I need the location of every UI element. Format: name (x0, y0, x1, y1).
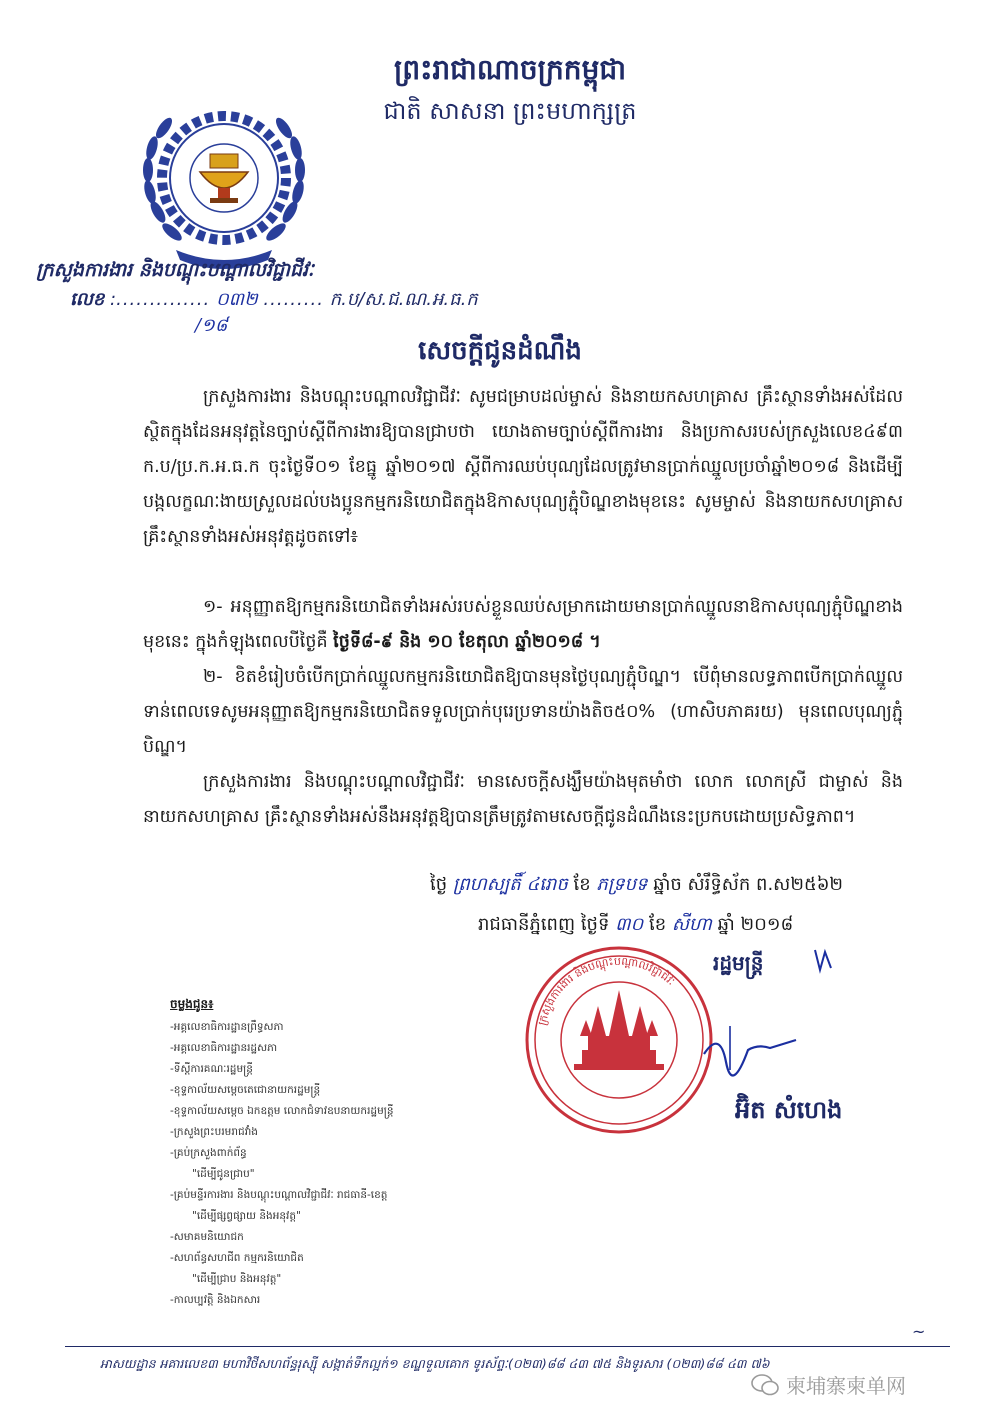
document-title: សេចក្តីជូនដំណឹង (418, 336, 582, 366)
reference-number: ០៣២ (215, 289, 258, 310)
svg-text:ក្រសួងការងារ និងបណ្តុះបណ្តាលវិ (535, 955, 677, 1027)
paragraph-item-1-text: ១- អនុញ្ញាតឱ្យកម្មករនិយោជិតទាំងអស់របស់ខ្លួនឈប់សម្រាកដោយមានប្រាក់ឈ្នួលនាឱកាសបុណ្យភ្ជុំបិណ្ឌខាងមុខនេះ ក្នុងកំឡុងពេលបីថ្ងៃគឺ (143, 597, 903, 652)
footer-divider (65, 1346, 950, 1347)
lunar-date (430, 872, 843, 899)
seal-graphic (514, 940, 724, 1140)
reference-subnumber: /១៨ (195, 315, 228, 336)
recipient-item: -ខុទ្ទកាល័យសម្តេច ឯកឧត្តម លោកជំទាវឧបនាយករដ្ឋមន្ត្រី (170, 1105, 394, 1117)
holiday-dates: ថ្ងៃទី៨-៩ និង ១០ ខែតុលា ឆ្នាំ២០១៨ ។ (333, 632, 601, 652)
place-date (478, 912, 793, 939)
seal-text: ក្រសួងការងារ និងបណ្តុះបណ្តាលវិជ្ជាជីវៈ (535, 954, 678, 1027)
signatory-title: រដ្ឋមន្ត្រី (713, 951, 764, 975)
recipients-list (170, 1017, 394, 1311)
paragraph-item-2 (143, 660, 903, 765)
recipient-item: -សមាគមនិយោជក (170, 1231, 244, 1243)
lunar-day: ព្រហស្បតិ៍ ៤រោច (452, 874, 568, 895)
recipient-item: -សហព័ន្ធសហជីព កម្មករនិយោជិត (170, 1252, 304, 1264)
recipient-item: -គ្រប់ក្រសួងពាក់ព័ន្ធ (170, 1147, 247, 1159)
paragraph-item-2-text: ២- ខិតខំរៀបចំបើកប្រាក់ឈ្នួលកម្មករនិយោជិតឱ្យបានមុនថ្ងៃបុណ្យភ្ជុំបិណ្ឌ។ បើពុំមានលទ្ធភាពបើកប្រាក់ឈ្នួលទាន់ពេលទេសូមអនុញ្ញាតឱ្យកម្មករនិយោជិតទទួលប្រាក់បុរេប្រទានយ៉ាងតិច៥០% (ហាសិបភាគរយ) មុនពេលបុណ្យភ្ជុំបិណ្ឌ។ (143, 667, 903, 757)
recipient-item: -កាលប្បវត្តិ និងឯកសារ (170, 1294, 261, 1306)
lunar-month-label: ខែ (573, 874, 591, 895)
official-seal (514, 940, 724, 1140)
reference-line: លេខ :.............. ០៣២ ......... ក.ប/ស.ជ.ណ.អ.ធ.ក (70, 289, 478, 310)
paragraph-item-1 (143, 590, 903, 660)
reference-dots: .............. (116, 289, 211, 310)
watermark (750, 1370, 906, 1399)
lunar-year: ឆ្នាំច សំរឹទ្ធិស័ក ព.ស២៥៦២ (653, 874, 844, 895)
paragraph-intro-text: ក្រសួងការងារ និងបណ្តុះបណ្តាលវិជ្ជាជីវៈ សូមជម្រាបដល់ម្ចាស់ និងនាយកសហគ្រាស គ្រឹះស្ថានទាំងអស់ដែលស្ថិតក្នុងដែនអនុវត្តនៃច្បាប់ស្តីពីការងារឱ្យបានជ្រាបថា យោងតាមច្បាប់ស្តីពីការងារ និងប្រកាសរបស់ក្រសួងលេខ៤៩៣ ក.ប/ប្រ.ក.អ.ធ.ក ចុះថ្ងៃទី០១ ខែធ្នូ ឆ្នាំ២០១៧ ស្តីពីការឈប់បុណ្យដែលត្រូវមានប្រាក់ឈ្នួលប្រចាំឆ្នាំ២០១៨ និងដើម្បីបង្កលក្ខណៈងាយស្រួលដល់បងប្អូនកម្មករនិយោជិតក្នុងឱកាសបុណ្យភ្ជុំបិណ្ឌខាងមុខនេះ សូមម្ចាស់ និងនាយកសហគ្រាស គ្រឹះស្ថានទាំងអស់អនុវត្តដូចតទៅ៖ (143, 387, 903, 547)
recipient-item: -ក្រសួងព្រះបរមរាជវាំង (170, 1126, 258, 1138)
signatory-name: អ៊ិត សំហេង (735, 1096, 843, 1124)
date-month-label: ខែ (649, 914, 667, 935)
ministry-name: ក្រសួងការងារ និងបណ្តុះបណ្តាលវិជ្ជាជីវៈ (36, 259, 314, 281)
lunar-month: ភទ្របទ (596, 874, 648, 895)
date-day: ៣០ (615, 914, 644, 935)
ministry-logo-graphic (136, 92, 312, 272)
recipient-item: "ដើម្បីផ្សព្វផ្សាយ និងអនុវត្ត" (192, 1210, 301, 1222)
reference-suffix: ក.ប/ស.ជ.ណ.អ.ធ.ក (329, 289, 478, 310)
ministry-logo (136, 92, 312, 272)
date-month: សីហា (671, 914, 712, 935)
chat-bubble-icon (750, 1372, 780, 1398)
recipient-item: -អគ្គលេខាធិការដ្ឋានរដ្ឋសភា (170, 1042, 278, 1054)
recipient-item: "ដើម្បីជ្រាប និងអនុវត្ត" (192, 1273, 282, 1285)
national-motto: ជាតិ សាសនា ព្រះមហាក្សត្រ (383, 97, 637, 125)
kingdom-heading: ព្រះរាជាណាចក្រកម្ពុជា (393, 53, 626, 86)
place-prefix: រាជធានីភ្នំពេញ ថ្ងៃទី (478, 914, 610, 935)
date-year: ឆ្នាំ ២០១៨ (717, 914, 794, 935)
recipient-item: -អគ្គលេខាធិការដ្ឋានព្រឹទ្ធសភា (170, 1021, 284, 1033)
lunar-prefix: ថ្ងៃ (430, 874, 448, 895)
paragraph-intro (143, 380, 903, 555)
paragraph-closing (143, 765, 903, 835)
paragraph-closing-text: ក្រសួងការងារ និងបណ្តុះបណ្តាលវិជ្ជាជីវៈ មានសេចក្តីសង្ឃឹមយ៉ាងមុតមាំថា លោក លោកស្រី ជាម្ចាស់ និងនាយកសហគ្រាស គ្រឹះស្ថានទាំងអស់នឹងអនុវត្តឱ្យបានត្រឹមត្រូវតាមសេចក្តីជូនដំណឹងនេះប្រកបដោយប្រសិទ្ធភាព។ (143, 772, 903, 827)
footer-mark: ~ (912, 1322, 926, 1341)
watermark-text: 柬埔寨柬单网 (786, 1374, 906, 1398)
reference-label: លេខ (70, 289, 105, 310)
recipient-item: "ដើម្បីជូនជ្រាប" (192, 1168, 255, 1180)
recipient-item: -ទីស្តីការគណៈរដ្ឋមន្ត្រី (170, 1063, 253, 1075)
recipient-item: -គ្រប់មន្ទីរការងារ និងបណ្តុះបណ្តាលវិជ្ជាជីវៈ រាជធានី-ខេត្ត (170, 1189, 388, 1201)
initial-mark (812, 946, 834, 974)
footer-address: អាសយដ្ឋាន អគារលេខ៣ មហាវិថីសហព័ន្ធរុស្ស៊ី សង្កាត់ទឹកល្អក់១ ខណ្ឌទួលគោក ទូរស័ព្ទៈ(០២៣)៨៨ ៤៣ ៧៥ និងទូរសារ (០២៣)៨៨ ៤៣ ៧៦ (100, 1356, 770, 1371)
signature (700, 1020, 800, 1080)
recipients-title: ចម្លងជូន៖ (170, 997, 214, 1011)
recipient-item: -ខុទ្ទកាល័យសម្តេចតេជោនាយករដ្ឋមន្ត្រី (170, 1084, 321, 1096)
